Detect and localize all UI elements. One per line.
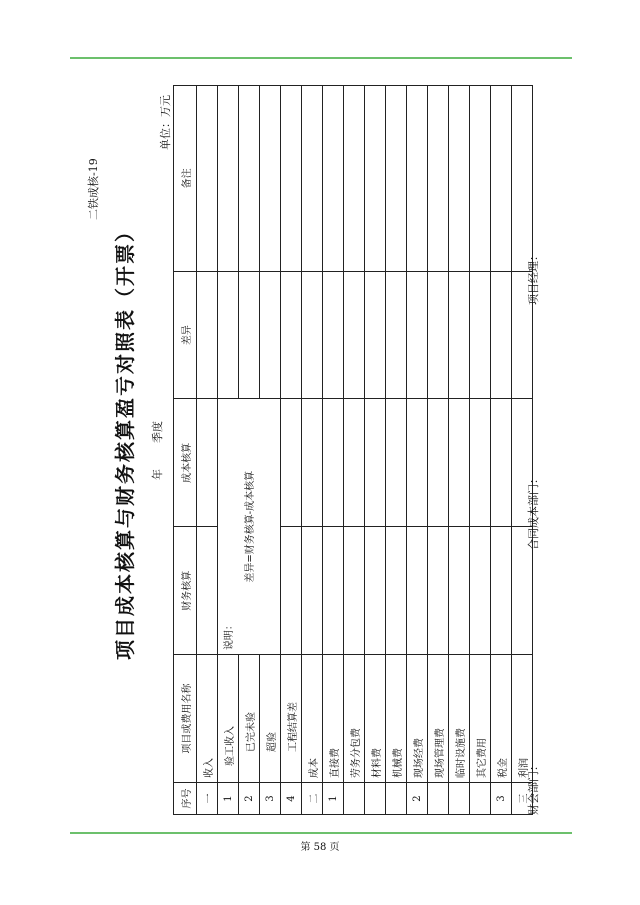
table-row [218,86,239,815]
reconciliation-table [173,85,533,815]
remark-cell[interactable] [365,86,386,272]
cost-cell[interactable] [365,399,386,527]
note-formula: 差异=财务核算-成本核算 [245,470,256,583]
remark-cell[interactable] [449,86,470,272]
col-remark: 备注 [174,86,197,272]
footer-rule [70,832,572,834]
row-seq: 3 [260,783,281,815]
table-row [449,86,470,815]
finance-cell[interactable] [197,527,218,655]
table-row [491,86,512,815]
col-seq: 序号 [174,783,197,815]
row-name: 成本 [302,655,323,783]
remark-cell[interactable] [197,86,218,272]
finance-cell[interactable] [491,527,512,655]
diff-cell[interactable] [386,271,407,399]
remark-cell[interactable] [281,86,302,272]
cost-cell[interactable] [470,399,491,527]
diff-cell[interactable] [365,271,386,399]
remark-cell[interactable] [218,86,239,272]
header-row [174,86,197,815]
diff-cell[interactable] [449,271,470,399]
diff-cell[interactable] [344,271,365,399]
remark-cell[interactable] [239,86,260,272]
finance-dept-sign: 财会部门： [527,760,540,815]
finance-cell[interactable] [323,527,344,655]
contract-cost-dept-sign: 合同成本部门： [527,473,540,550]
table-row [323,86,344,815]
table-row [281,86,302,815]
row-name: 直接费 [323,655,344,783]
row-seq [344,783,365,815]
row-name: 现场管理费 [428,655,449,783]
cost-cell[interactable] [428,399,449,527]
page-number: 第 58 页 [300,842,340,853]
remark-cell[interactable] [407,86,428,272]
table-row [365,86,386,815]
row-seq: 3 [491,783,512,815]
cost-cell[interactable] [197,399,218,527]
row-name: 收入 [197,655,218,783]
finance-cell[interactable] [386,527,407,655]
diff-cell[interactable] [197,271,218,399]
cost-cell[interactable] [449,399,470,527]
diff-cell[interactable] [281,271,302,399]
finance-cell[interactable] [428,527,449,655]
row-seq: 2 [239,783,260,815]
row-name: 机械费 [386,655,407,783]
unit-label: 单位：万元 [159,95,172,150]
note-cell [218,399,281,655]
header-rule [70,57,572,59]
row-name: 超验 [260,655,281,783]
note-label: 说明： [224,620,235,651]
remark-cell[interactable] [386,86,407,272]
row-name: 利润 [512,655,533,783]
row-name: 工程结算差 [281,655,302,783]
table-row [407,86,428,815]
remark-cell[interactable] [344,86,365,272]
remark-cell[interactable] [470,86,491,272]
cost-cell[interactable] [281,399,302,527]
table-row [344,86,365,815]
finance-cell[interactable] [344,527,365,655]
remark-cell[interactable] [491,86,512,272]
row-seq [365,783,386,815]
row-name: 材料费 [365,655,386,783]
row-name: 现场经费 [407,655,428,783]
row-seq: 三 [512,783,533,815]
cost-cell[interactable] [491,399,512,527]
project-manager-sign: 项目经理： [527,250,540,305]
cost-cell[interactable] [302,399,323,527]
row-seq: 4 [281,783,302,815]
rotated-form [85,60,545,820]
remark-cell[interactable] [260,86,281,272]
finance-cell[interactable] [302,527,323,655]
row-name: 劳务分包费 [344,655,365,783]
row-seq: 2 [407,783,428,815]
row-name: 其它费用 [470,655,491,783]
row-name: 验工收入 [218,655,239,783]
cost-cell[interactable] [323,399,344,527]
col-diff: 差异 [174,271,197,399]
table-row [428,86,449,815]
period-quarter: 季度 [151,421,164,443]
row-seq: 1 [323,783,344,815]
form-title: 项目成本核算与财务核算盈亏对照表（开票） [113,220,137,660]
table-row [197,86,218,815]
remark-cell[interactable] [323,86,344,272]
diff-cell[interactable] [218,271,239,399]
finance-cell[interactable] [365,527,386,655]
row-seq [428,783,449,815]
finance-cell[interactable] [449,527,470,655]
finance-cell[interactable] [470,527,491,655]
col-finance: 财务核算 [174,527,197,655]
diff-cell[interactable] [323,271,344,399]
cost-cell[interactable] [344,399,365,527]
row-seq: 二 [302,783,323,815]
table-row [302,86,323,815]
row-name: 临时设施费 [449,655,470,783]
table-row [512,86,533,815]
remark-cell[interactable] [302,86,323,272]
form-code: 二铁成核-19 [87,158,100,220]
diff-cell[interactable] [470,271,491,399]
period-year: 年 [151,469,164,480]
row-seq [470,783,491,815]
row-seq [386,783,407,815]
diff-cell[interactable] [302,271,323,399]
col-cost: 成本核算 [174,399,197,527]
row-seq: 1 [218,783,239,815]
cost-cell[interactable] [407,399,428,527]
finance-cell[interactable] [281,527,302,655]
row-name: 已完未验 [239,655,260,783]
diff-cell[interactable] [260,271,281,399]
row-name: 税金 [491,655,512,783]
diff-cell[interactable] [491,271,512,399]
row-seq: 一 [197,783,218,815]
remark-cell[interactable] [512,86,533,272]
row-seq [449,783,470,815]
col-item: 项目或费用名称 [174,655,197,783]
remark-cell[interactable] [428,86,449,272]
table-row [470,86,491,815]
diff-cell[interactable] [407,271,428,399]
cost-cell[interactable] [386,399,407,527]
finance-cell[interactable] [407,527,428,655]
diff-cell[interactable] [428,271,449,399]
report-period [149,395,165,480]
diff-cell[interactable] [239,271,260,399]
table-row [386,86,407,815]
